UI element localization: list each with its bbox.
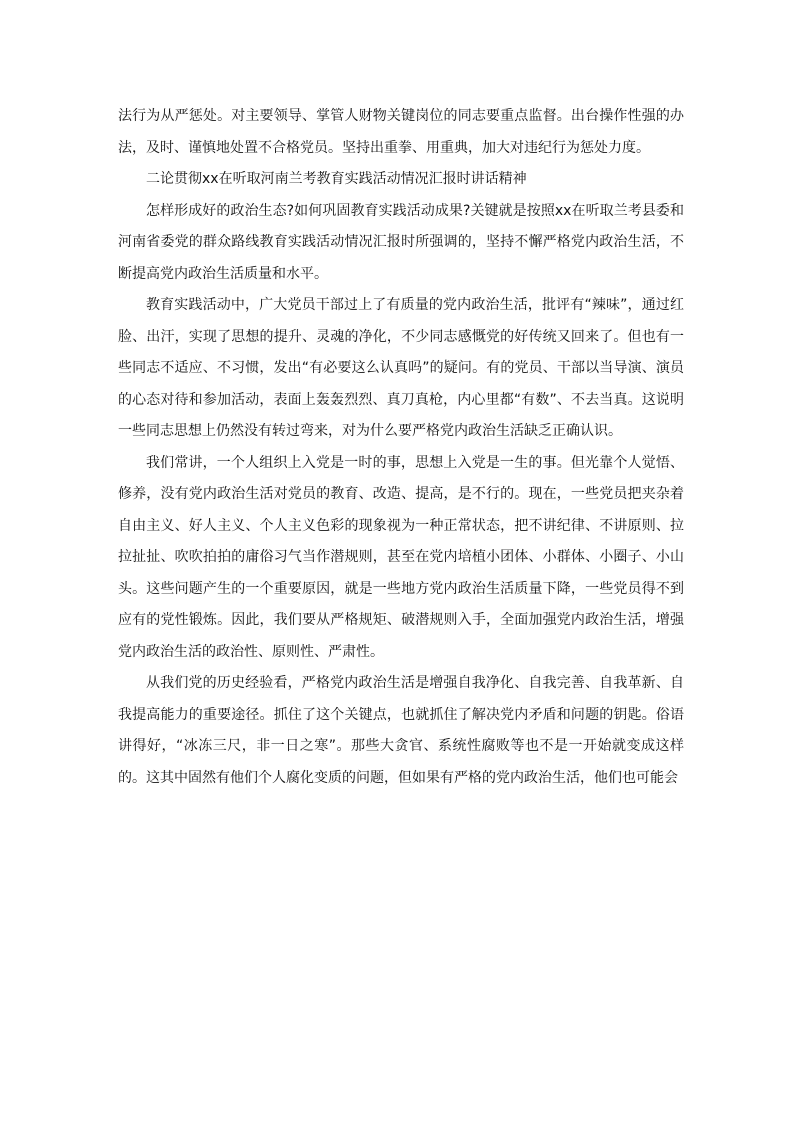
document-body [118, 101, 684, 794]
paragraph-continuation: 法行为从严惩处。对主要领导、掌管人财物关键岗位的同志要重点监督。出台操作性强的办法，及时、谨慎地处置不合格党员。坚持出重拳、用重典，加大对违纪行为惩处力度。 [118, 108, 684, 156]
paragraph: 怎样形成好的政治生态?如何巩固教育实践活动成果?关键就是按照xx在听取兰考县委和河南省委党的群众路线教育实践活动情况汇报时所强调的，坚持不懈严格党内政治生活，不断提高党内政治生活质量和水平。 [118, 202, 684, 282]
section-heading: 二论贯彻xx在听取河南兰考教育实践活动情况汇报时讲话精神 [146, 171, 527, 187]
paragraph: 教育实践活动中，广大党员干部过上了有质量的党内政治生活，批评有“辣味”，通过红脸、出汗，实现了思想的提升、灵魂的净化，不少同志感慨党的好传统又回来了。但也有一些同志不适应、不习惯，发出“有必要这么认真吗”的疑问。有的党员、干部以当导演、演员的心态对待和参加活动，表面上轰轰烈烈、真刀真枪，内心里都“有数”、不去当真。这说明一些同志思想上仍然没有转过弯来，对为什么要严格党内政治生活缺乏正确认识。 [118, 297, 684, 439]
paragraph: 我们常讲，一个人组织上入党是一时的事，思想上入党是一生的事。但光靠个人觉悟、修养，没有党内政治生活对党员的教育、改造、提高，是不行的。现在，一些党员把夹杂着自由主义、好人主义、个人主义色彩的现象视为一种正常状态，把不讲纪律、不讲原则、拉拉扯扯、吹吹拍拍的庸俗习气当作潜规则，甚至在党内培植小团体、小群体、小圈子、小山头。这些问题产生的一个重要原因，就是一些地方党内政治生活质量下降，一些党员得不到应有的党性锻炼。因此，我们要从严格规矩、破潜规则入手，全面加强党内政治生活，增强党内政治生活的政治性、原则性、严肃性。 [118, 454, 684, 660]
paragraph: 从我们党的历史经验看，严格党内政治生活是增强自我净化、自我完善、自我革新、自我提高能力的重要途径。抓住了这个关键点，也就抓住了解决党内矛盾和问题的钥匙。俗语讲得好，“冰冻三尺，非一日之寒”。那些大贪官、系统性腐败等也不是一开始就变成这样的。这其中固然有他们个人腐化变质的问题，但如果有严格的党内政治生活，他们也可能会 [118, 675, 684, 786]
